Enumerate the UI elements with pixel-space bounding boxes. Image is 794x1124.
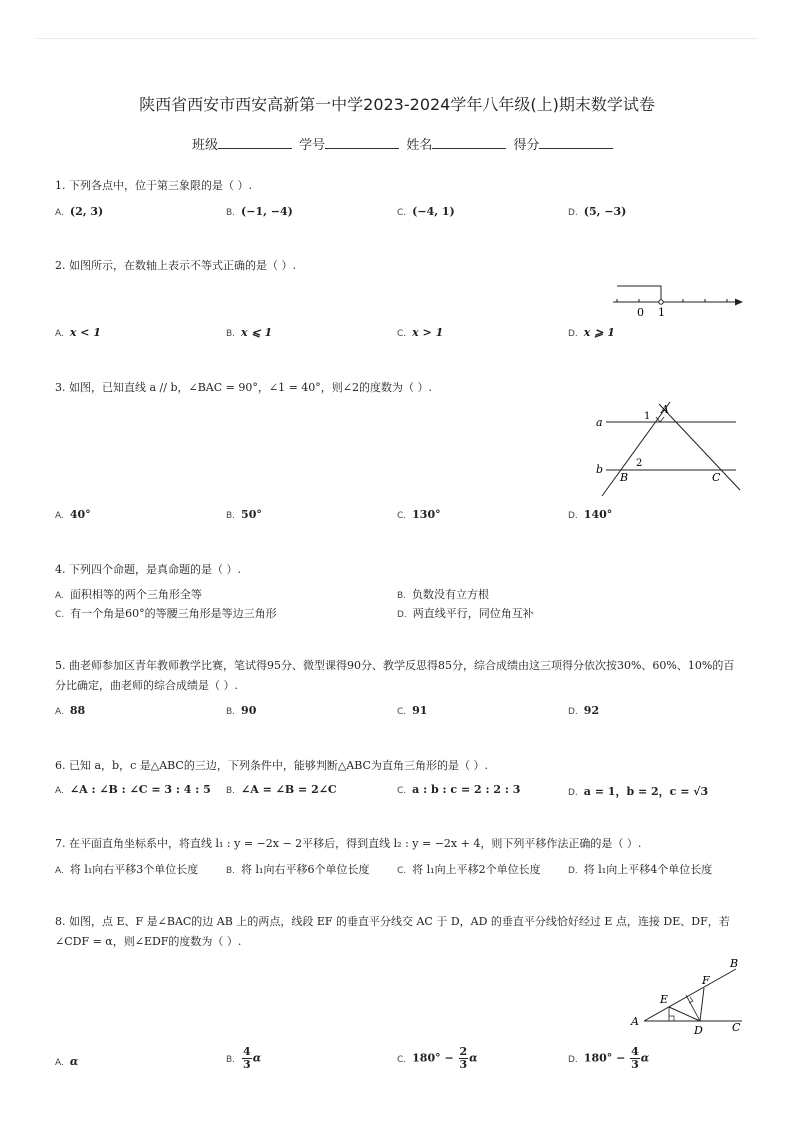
q2-option-b[interactable]: B. x ⩽ 1 (226, 326, 273, 339)
q6-option-c[interactable]: C. a : b : c = 2 : 2 : 3 (397, 783, 521, 796)
question-3-stem: 3. 如图，已知直线 a // b，∠BAC = 90°，∠1 = 40°，则∠2的度数为（ ）. (55, 381, 432, 394)
q2-option-c[interactable]: C. x > 1 (397, 326, 444, 339)
page-title: 陕西省西安市西安高新第一中学2023-2024学年八年级(上)期末数学试卷 (139, 95, 655, 114)
q1-option-b[interactable]: B. (−1, −4) (226, 205, 293, 218)
ray-ab (644, 969, 736, 1021)
svg-text:A: A (661, 403, 669, 416)
number-line-figure (605, 278, 745, 320)
svg-text:A: A (631, 1015, 639, 1028)
question-1-stem: 1. 下列各点中，位于第三象限的是（ ）. (55, 179, 252, 192)
q8-option-a[interactable]: A. α (55, 1055, 79, 1068)
name-label: 姓名 (406, 138, 433, 153)
q7-option-d[interactable]: D. 将 l₁向上平移4个单位长度 (568, 863, 713, 876)
q4-option-d[interactable]: D. 两直线平行，同位角互补 (397, 607, 534, 620)
q7-option-b[interactable]: B. 将 l₁向右平移6个单位长度 (226, 863, 370, 876)
question-5-stem: 5. 曲老师参加区青年教师教学比赛，笔试得95分、微型课得90分、教学反思得85分，综合成绩由这三项得分依次按30%、60%、10%的百分比确定，曲老师的综合成绩是（ ）. (55, 659, 735, 692)
q8-option-d[interactable]: D. 180° − $\frac{4}{3}$ α (568, 1045, 650, 1071)
q6-option-b[interactable]: B. ∠A = ∠B = 2∠C (226, 783, 337, 796)
number-label: 学号 (299, 138, 326, 153)
q8-option-c[interactable]: C. 180° − $\frac{2}{3}$ α (397, 1045, 478, 1071)
svg-text:B: B (620, 471, 629, 484)
q1-option-d[interactable]: D. (5, −3) (568, 205, 627, 218)
q3-option-d[interactable]: D. 140° (568, 508, 613, 521)
svg-text:F: F (702, 974, 710, 987)
line-ab (602, 402, 670, 496)
solution-ray (617, 286, 661, 300)
tick-label-0: 0 (637, 306, 644, 319)
question-6-stem: 6. 已知 a，b，c 是△ABC的三边，下列条件中，能够判断△ABC为直角三角形的是（ ）. (55, 759, 488, 772)
q6-option-d[interactable]: D. a = 1，b = 2，c = √3 (568, 785, 709, 798)
q4-option-b[interactable]: B. 负数没有立方根 (397, 588, 490, 601)
q7-option-a[interactable]: A. 将 l₁向右平移3个单位长度 (55, 863, 199, 876)
svg-text:B: B (730, 957, 739, 970)
question-4-stem: 4. 下列四个命题，是真命题的是（ ）. (55, 563, 241, 576)
q2-option-d[interactable]: D. x ⩾ 1 (568, 326, 615, 339)
q8-option-b[interactable]: B. $\frac{4}{3}$ α (226, 1045, 262, 1071)
question-7-stem: 7. 在平面直角坐标系中，将直线 l₁ : y = −2x − 2平移后，得到直线 l₂ : y = −2x + 4，则下列平移作法正确的是（ ）. (55, 837, 642, 850)
student-info-row (192, 134, 616, 153)
q2-option-a[interactable]: A. x < 1 (55, 326, 101, 339)
q3-option-a[interactable]: A. 40° (55, 508, 91, 521)
class-blank[interactable] (218, 136, 292, 149)
q5-option-b[interactable]: B. 90 (226, 704, 257, 717)
question-2-stem: 2. 如图所示，在数轴上表示不等式正确的是（ ）. (55, 259, 296, 272)
score-blank[interactable] (539, 136, 613, 149)
q5-option-c[interactable]: C. 91 (397, 704, 428, 717)
page-top-divider (36, 38, 758, 39)
number-blank[interactable] (325, 136, 399, 149)
q3-option-c[interactable]: C. 130° (397, 508, 441, 521)
line-ac (659, 404, 740, 490)
q7-option-c[interactable]: C. 将 l₁向上平移2个单位长度 (397, 863, 541, 876)
svg-text:a: a (596, 416, 603, 429)
q6-option-a[interactable]: A. ∠A : ∠B : ∠C = 3 : 4 : 5 (55, 783, 211, 796)
svg-text:2: 2 (636, 458, 643, 469)
perpendicular-ef (686, 995, 700, 1021)
endpoint-dot (659, 300, 663, 304)
svg-text:D: D (694, 1024, 703, 1037)
q5-option-a[interactable]: A. 88 (55, 704, 86, 717)
q1-option-c[interactable]: C. (−4, 1) (397, 205, 455, 218)
name-blank[interactable] (432, 136, 506, 149)
q3-option-b[interactable]: B. 50° (226, 508, 262, 521)
parallel-lines-figure (590, 398, 750, 500)
svg-text:E: E (660, 993, 669, 1006)
question-8-stem: 8. 如图，点 E、F 是∠BAC的边 AB 上的两点，线段 EF 的垂直平分线交 AC 于 D，AD 的垂直平分线恰好经过 E 点，连接 DE、DF，若∠CDF = α，则∠EDF的度数为（ ）. (55, 915, 730, 948)
svg-text:C: C (712, 471, 721, 484)
q4-option-c[interactable]: C. 有一个角是60°的等腰三角形是等边三角形 (55, 607, 277, 620)
right-angle-mark-1 (669, 1016, 674, 1021)
svg-text:b: b (596, 463, 604, 476)
class-label: 班级 (192, 138, 219, 153)
segment-df (700, 988, 704, 1021)
score-label: 得分 (513, 138, 540, 153)
q5-option-d[interactable]: D. 92 (568, 704, 600, 717)
angle-bisector-figure (624, 955, 750, 1037)
tick-label-1: 1 (658, 306, 665, 319)
q1-option-a[interactable]: A. (2, 3) (55, 205, 104, 218)
q4-option-a[interactable]: A. 面积相等的两个三角形全等 (55, 588, 202, 601)
svg-text:1: 1 (644, 411, 651, 422)
svg-text:C: C (732, 1021, 741, 1034)
number-line-arrow (735, 299, 743, 306)
